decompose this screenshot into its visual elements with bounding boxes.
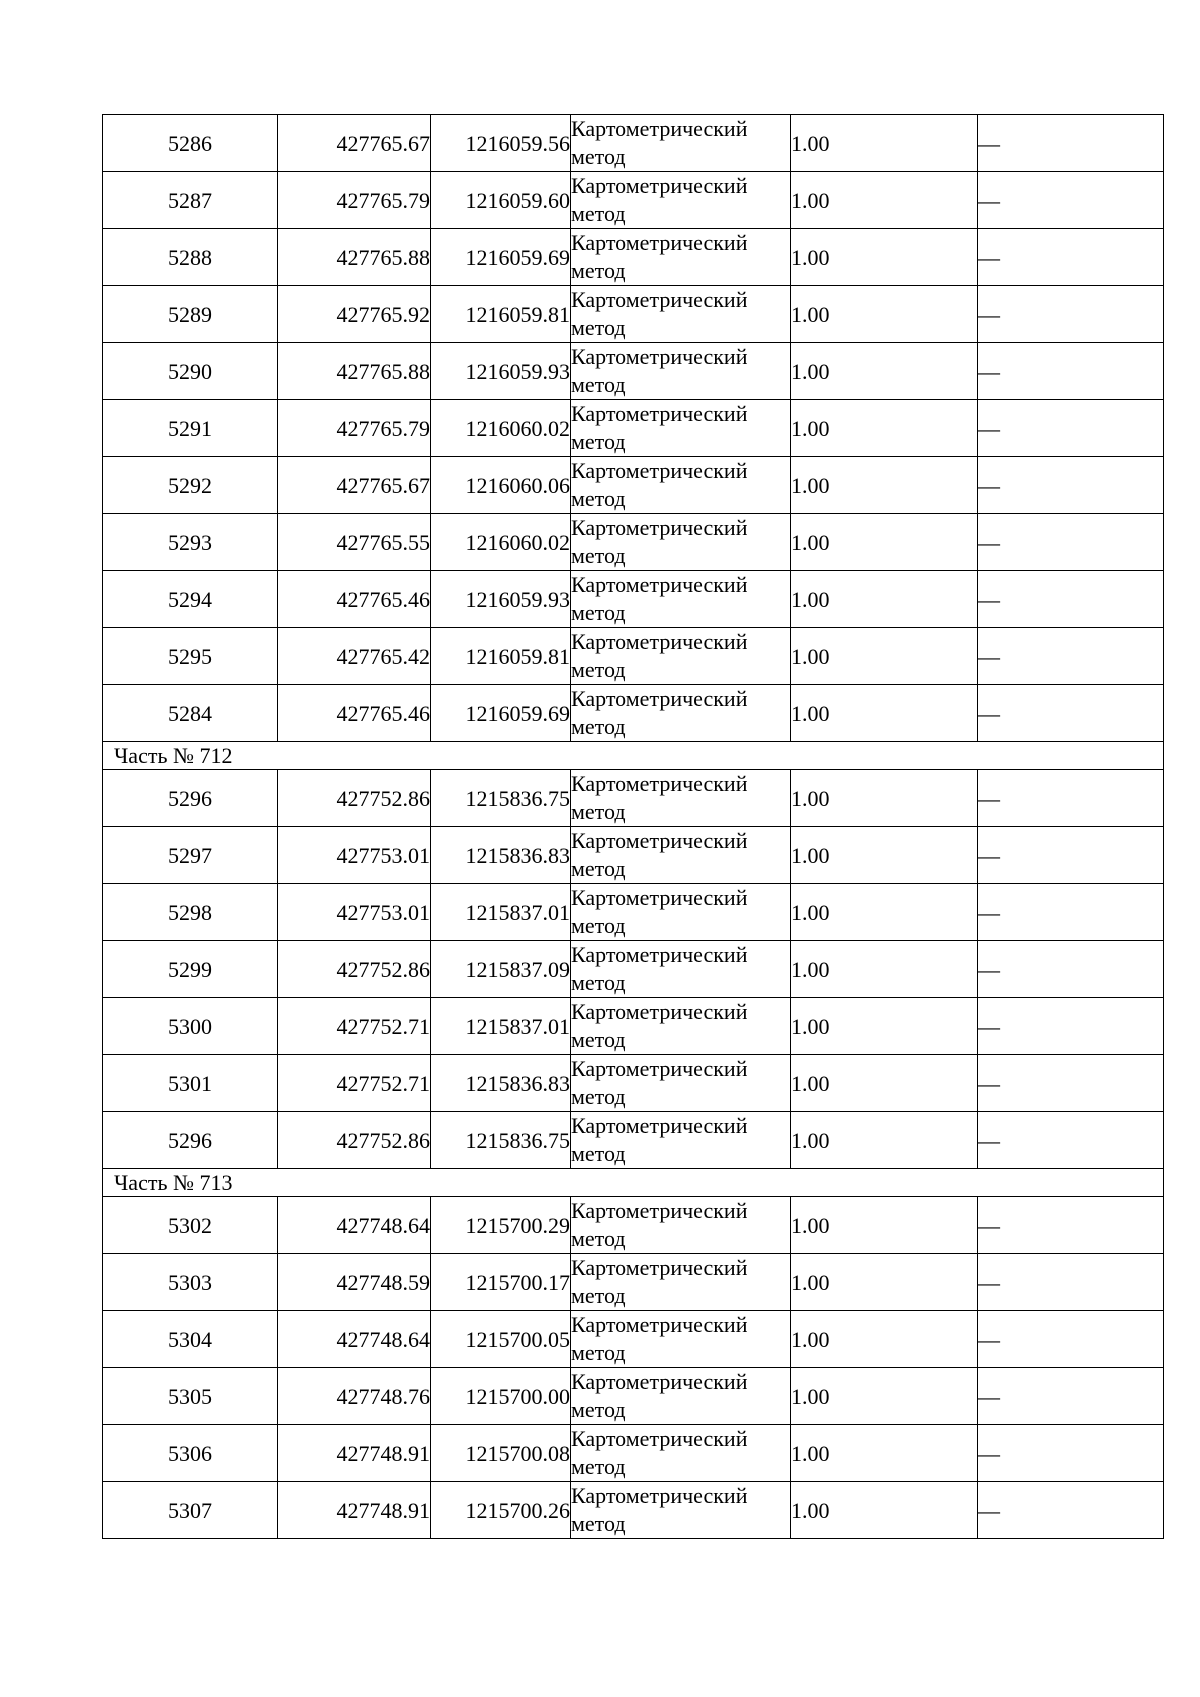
description-cell: — [978,1112,1164,1169]
y-coordinate-cell: 1216059.93 [431,571,571,628]
x-coordinate-cell: 427765.88 [278,343,431,400]
method-cell [571,1368,791,1425]
table-row [103,1112,1164,1169]
y-coordinate-cell: 1215700.05 [431,1311,571,1368]
table-row [103,1254,1164,1311]
accuracy-cell: 1.00 [791,1482,978,1539]
description-cell: — [978,1482,1164,1539]
y-coordinate-cell: 1216059.60 [431,172,571,229]
method-text-line-1: Картометрический [571,1483,748,1508]
description-cell: — [978,1055,1164,1112]
accuracy-cell: 1.00 [791,1112,978,1169]
accuracy-cell: 1.00 [791,884,978,941]
accuracy-cell: 1.00 [791,1254,978,1311]
table-row [103,1055,1164,1112]
method-text-line-1: Картометрический [571,1113,748,1138]
table-row [103,286,1164,343]
method-cell [571,229,791,286]
accuracy-cell: 1.00 [791,1368,978,1425]
coordinates-table [102,114,1164,1539]
table-row [103,1368,1164,1425]
method-text-line-2: метод [571,1283,626,1308]
table-row [103,1197,1164,1254]
description-cell: — [978,998,1164,1055]
method-text-line-2: метод [571,372,626,397]
method-text-line-2: метод [571,258,626,283]
description-cell: — [978,514,1164,571]
y-coordinate-cell: 1215836.83 [431,827,571,884]
y-coordinate-cell: 1216059.93 [431,343,571,400]
x-coordinate-cell: 427765.46 [278,685,431,742]
method-text-line-1: Картометрический [571,515,748,540]
y-coordinate-cell: 1216060.02 [431,514,571,571]
table-row [103,628,1164,685]
method-text-line-2: метод [571,1397,626,1422]
method-text-line-2: метод [571,1511,626,1536]
x-coordinate-cell: 427748.91 [278,1482,431,1539]
method-cell [571,457,791,514]
y-coordinate-cell: 1216060.02 [431,400,571,457]
x-coordinate-cell: 427748.64 [278,1197,431,1254]
y-coordinate-cell: 1215837.01 [431,884,571,941]
method-text-line-1: Картометрический [571,999,748,1024]
description-cell: — [978,1425,1164,1482]
y-coordinate-cell: 1215700.08 [431,1425,571,1482]
accuracy-cell: 1.00 [791,770,978,827]
y-coordinate-cell: 1216059.69 [431,229,571,286]
point-number-cell: 5306 [103,1425,278,1482]
accuracy-cell: 1.00 [791,1055,978,1112]
point-number-cell: 5302 [103,1197,278,1254]
section-label: Часть № 713 [103,1169,1164,1197]
point-number-cell: 5303 [103,1254,278,1311]
point-number-cell: 5287 [103,172,278,229]
point-number-cell: 5292 [103,457,278,514]
description-cell: — [978,941,1164,998]
y-coordinate-cell: 1216059.69 [431,685,571,742]
table-row [103,1425,1164,1482]
method-text-line-2: метод [571,486,626,511]
accuracy-cell: 1.00 [791,685,978,742]
method-text-line-2: метод [571,970,626,995]
table-row [103,115,1164,172]
x-coordinate-cell: 427753.01 [278,827,431,884]
method-text-line-1: Картометрический [571,1312,748,1337]
section-header-row [103,742,1164,770]
method-cell [571,115,791,172]
method-cell [571,1112,791,1169]
method-text-line-2: метод [571,429,626,454]
y-coordinate-cell: 1215837.09 [431,941,571,998]
point-number-cell: 5296 [103,770,278,827]
x-coordinate-cell: 427765.79 [278,400,431,457]
y-coordinate-cell: 1216059.81 [431,628,571,685]
x-coordinate-cell: 427753.01 [278,884,431,941]
x-coordinate-cell: 427748.64 [278,1311,431,1368]
method-text-line-2: метод [571,913,626,938]
method-text-line-1: Картометрический [571,629,748,654]
y-coordinate-cell: 1215700.29 [431,1197,571,1254]
x-coordinate-cell: 427765.46 [278,571,431,628]
accuracy-cell: 1.00 [791,286,978,343]
point-number-cell: 5289 [103,286,278,343]
description-cell: — [978,1254,1164,1311]
method-cell [571,884,791,941]
x-coordinate-cell: 427748.91 [278,1425,431,1482]
method-text-line-1: Картометрический [571,1198,748,1223]
y-coordinate-cell: 1216059.56 [431,115,571,172]
method-cell [571,941,791,998]
x-coordinate-cell: 427765.79 [278,172,431,229]
x-coordinate-cell: 427765.92 [278,286,431,343]
method-text-line-2: метод [571,315,626,340]
method-text-line-1: Картометрический [571,686,748,711]
method-cell [571,1311,791,1368]
y-coordinate-cell: 1216059.81 [431,286,571,343]
point-number-cell: 5295 [103,628,278,685]
x-coordinate-cell: 427752.71 [278,998,431,1055]
x-coordinate-cell: 427765.42 [278,628,431,685]
point-number-cell: 5299 [103,941,278,998]
method-text-line-2: метод [571,1226,626,1251]
method-text-line-1: Картометрический [571,885,748,910]
table-row [103,400,1164,457]
method-text-line-2: метод [571,856,626,881]
point-number-cell: 5304 [103,1311,278,1368]
x-coordinate-cell: 427765.88 [278,229,431,286]
x-coordinate-cell: 427765.67 [278,115,431,172]
method-text-line-2: метод [571,543,626,568]
x-coordinate-cell: 427752.86 [278,941,431,998]
method-text-line-1: Картометрический [571,572,748,597]
method-cell [571,343,791,400]
description-cell: — [978,1311,1164,1368]
method-text-line-1: Картометрический [571,173,748,198]
method-cell [571,685,791,742]
point-number-cell: 5300 [103,998,278,1055]
table-row [103,685,1164,742]
accuracy-cell: 1.00 [791,628,978,685]
method-cell [571,1197,791,1254]
method-text-line-2: метод [571,1340,626,1365]
y-coordinate-cell: 1215837.01 [431,998,571,1055]
point-number-cell: 5297 [103,827,278,884]
description-cell: — [978,172,1164,229]
description-cell: — [978,884,1164,941]
table-row [103,1311,1164,1368]
accuracy-cell: 1.00 [791,400,978,457]
table-row [103,1482,1164,1539]
method-cell [571,1425,791,1482]
method-text-line-1: Картометрический [571,828,748,853]
method-text-line-2: метод [571,714,626,739]
method-text-line-1: Картометрический [571,458,748,483]
method-text-line-1: Картометрический [571,942,748,967]
description-cell: — [978,1197,1164,1254]
method-text-line-2: метод [571,657,626,682]
method-text-line-2: метод [571,799,626,824]
point-number-cell: 5286 [103,115,278,172]
point-number-cell: 5294 [103,571,278,628]
section-label: Часть № 712 [103,742,1164,770]
table-row [103,229,1164,286]
point-number-cell: 5296 [103,1112,278,1169]
method-cell [571,400,791,457]
y-coordinate-cell: 1215700.26 [431,1482,571,1539]
method-cell [571,286,791,343]
description-cell: — [978,286,1164,343]
point-number-cell: 5288 [103,229,278,286]
table-row [103,998,1164,1055]
method-cell [571,172,791,229]
table-row [103,514,1164,571]
description-cell: — [978,1368,1164,1425]
y-coordinate-cell: 1216060.06 [431,457,571,514]
table-row [103,884,1164,941]
method-text-line-1: Картометрический [571,287,748,312]
table-row [103,571,1164,628]
point-number-cell: 5301 [103,1055,278,1112]
method-text-line-2: метод [571,600,626,625]
method-text-line-1: Картометрический [571,1426,748,1451]
table-row [103,457,1164,514]
description-cell: — [978,115,1164,172]
y-coordinate-cell: 1215700.00 [431,1368,571,1425]
x-coordinate-cell: 427765.55 [278,514,431,571]
method-cell [571,998,791,1055]
point-number-cell: 5298 [103,884,278,941]
table-row [103,941,1164,998]
y-coordinate-cell: 1215836.75 [431,770,571,827]
description-cell: — [978,457,1164,514]
accuracy-cell: 1.00 [791,1197,978,1254]
accuracy-cell: 1.00 [791,941,978,998]
point-number-cell: 5284 [103,685,278,742]
accuracy-cell: 1.00 [791,115,978,172]
accuracy-cell: 1.00 [791,514,978,571]
method-text-line-1: Картометрический [571,771,748,796]
method-text-line-2: метод [571,1027,626,1052]
accuracy-cell: 1.00 [791,229,978,286]
description-cell: — [978,571,1164,628]
accuracy-cell: 1.00 [791,457,978,514]
table-row [103,827,1164,884]
accuracy-cell: 1.00 [791,1311,978,1368]
point-number-cell: 5290 [103,343,278,400]
method-cell [571,1055,791,1112]
accuracy-cell: 1.00 [791,1425,978,1482]
description-cell: — [978,685,1164,742]
accuracy-cell: 1.00 [791,827,978,884]
section-header-row [103,1169,1164,1197]
table-row [103,770,1164,827]
point-number-cell: 5307 [103,1482,278,1539]
method-text-line-2: метод [571,1141,626,1166]
method-cell [571,514,791,571]
method-text-line-1: Картометрический [571,1255,748,1280]
method-cell [571,827,791,884]
description-cell: — [978,343,1164,400]
accuracy-cell: 1.00 [791,571,978,628]
method-cell [571,1482,791,1539]
method-text-line-1: Картометрический [571,1056,748,1081]
point-number-cell: 5305 [103,1368,278,1425]
description-cell: — [978,400,1164,457]
coordinates-table-body [103,115,1164,1539]
description-cell: — [978,229,1164,286]
description-cell: — [978,628,1164,685]
method-cell [571,770,791,827]
y-coordinate-cell: 1215836.75 [431,1112,571,1169]
y-coordinate-cell: 1215700.17 [431,1254,571,1311]
method-text-line-2: метод [571,144,626,169]
method-cell [571,1254,791,1311]
y-coordinate-cell: 1215836.83 [431,1055,571,1112]
table-row [103,172,1164,229]
method-text-line-1: Картометрический [571,116,748,141]
description-cell: — [978,827,1164,884]
method-text-line-2: метод [571,201,626,226]
accuracy-cell: 1.00 [791,998,978,1055]
method-text-line-2: метод [571,1084,626,1109]
method-cell [571,571,791,628]
method-text-line-2: метод [571,1454,626,1479]
description-cell: — [978,770,1164,827]
method-cell [571,628,791,685]
x-coordinate-cell: 427752.71 [278,1055,431,1112]
accuracy-cell: 1.00 [791,343,978,400]
x-coordinate-cell: 427748.76 [278,1368,431,1425]
x-coordinate-cell: 427752.86 [278,1112,431,1169]
accuracy-cell: 1.00 [791,172,978,229]
method-text-line-1: Картометрический [571,401,748,426]
table-row [103,343,1164,400]
method-text-line-1: Картометрический [571,230,748,255]
x-coordinate-cell: 427765.67 [278,457,431,514]
point-number-cell: 5293 [103,514,278,571]
method-text-line-1: Картометрический [571,1369,748,1394]
x-coordinate-cell: 427748.59 [278,1254,431,1311]
point-number-cell: 5291 [103,400,278,457]
method-text-line-1: Картометрический [571,344,748,369]
x-coordinate-cell: 427752.86 [278,770,431,827]
